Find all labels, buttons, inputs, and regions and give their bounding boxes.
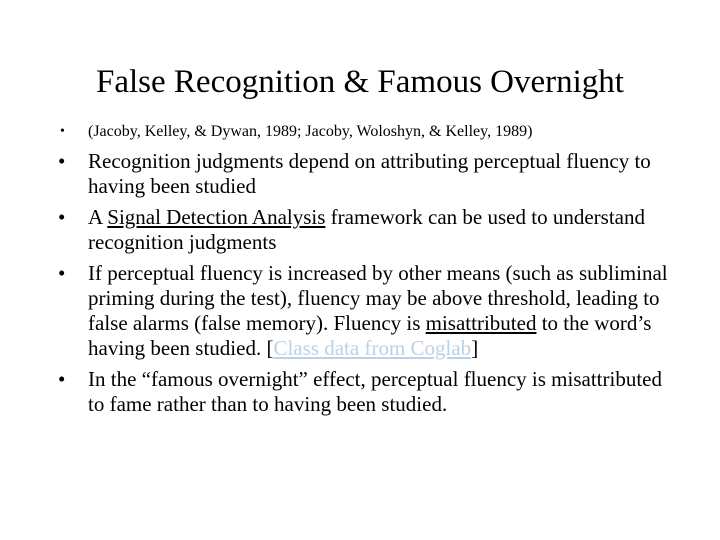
underlined-term: misattributed [425, 311, 537, 335]
bullet-list [58, 120, 668, 423]
bullet-text-pre: A [88, 205, 108, 229]
bullet-icon: • [58, 367, 66, 391]
bullet-icon: • [58, 205, 66, 229]
bracket-close: ] [471, 336, 479, 360]
bullet-item-fluency [58, 149, 668, 199]
bracket-open: [ [266, 336, 274, 360]
bullet-text-post: framework can be used to understand recognition judgments [88, 205, 645, 254]
bullet-item-famous-overnight [58, 367, 668, 417]
bullet-icon: • [58, 149, 66, 173]
bullet-text: Recognition judgments depend on attributing perceptual fluency to having been studied [88, 149, 651, 198]
bullet-text-pre: If perceptual fluency is increased by other means (such as subliminal priming during the test), fluency may be above threshold, leading to false alarms (false memory). Fluency is [88, 261, 668, 335]
bullet-item-signal-detection [58, 205, 668, 255]
coglab-link[interactable]: Class data from Coglab [273, 336, 472, 360]
bullet-text: In the “famous overnight” effect, perceptual fluency is misattributed to fame rather than to having been studied. [88, 367, 662, 416]
bullet-icon: • [58, 261, 66, 285]
underlined-term: Signal Detection Analysis [107, 205, 326, 229]
bullet-text-post: to the word’s having been studied. [88, 311, 652, 360]
bullet-item-citation [58, 120, 668, 144]
bullet-icon: • [60, 124, 65, 139]
slide-title: False Recognition & Famous Overnight [96, 64, 624, 100]
bullet-text: (Jacoby, Kelley, & Dywan, 1989; Jacoby, Woloshyn, & Kelley, 1989) [88, 123, 533, 140]
bullet-item-misattribution [58, 261, 668, 361]
